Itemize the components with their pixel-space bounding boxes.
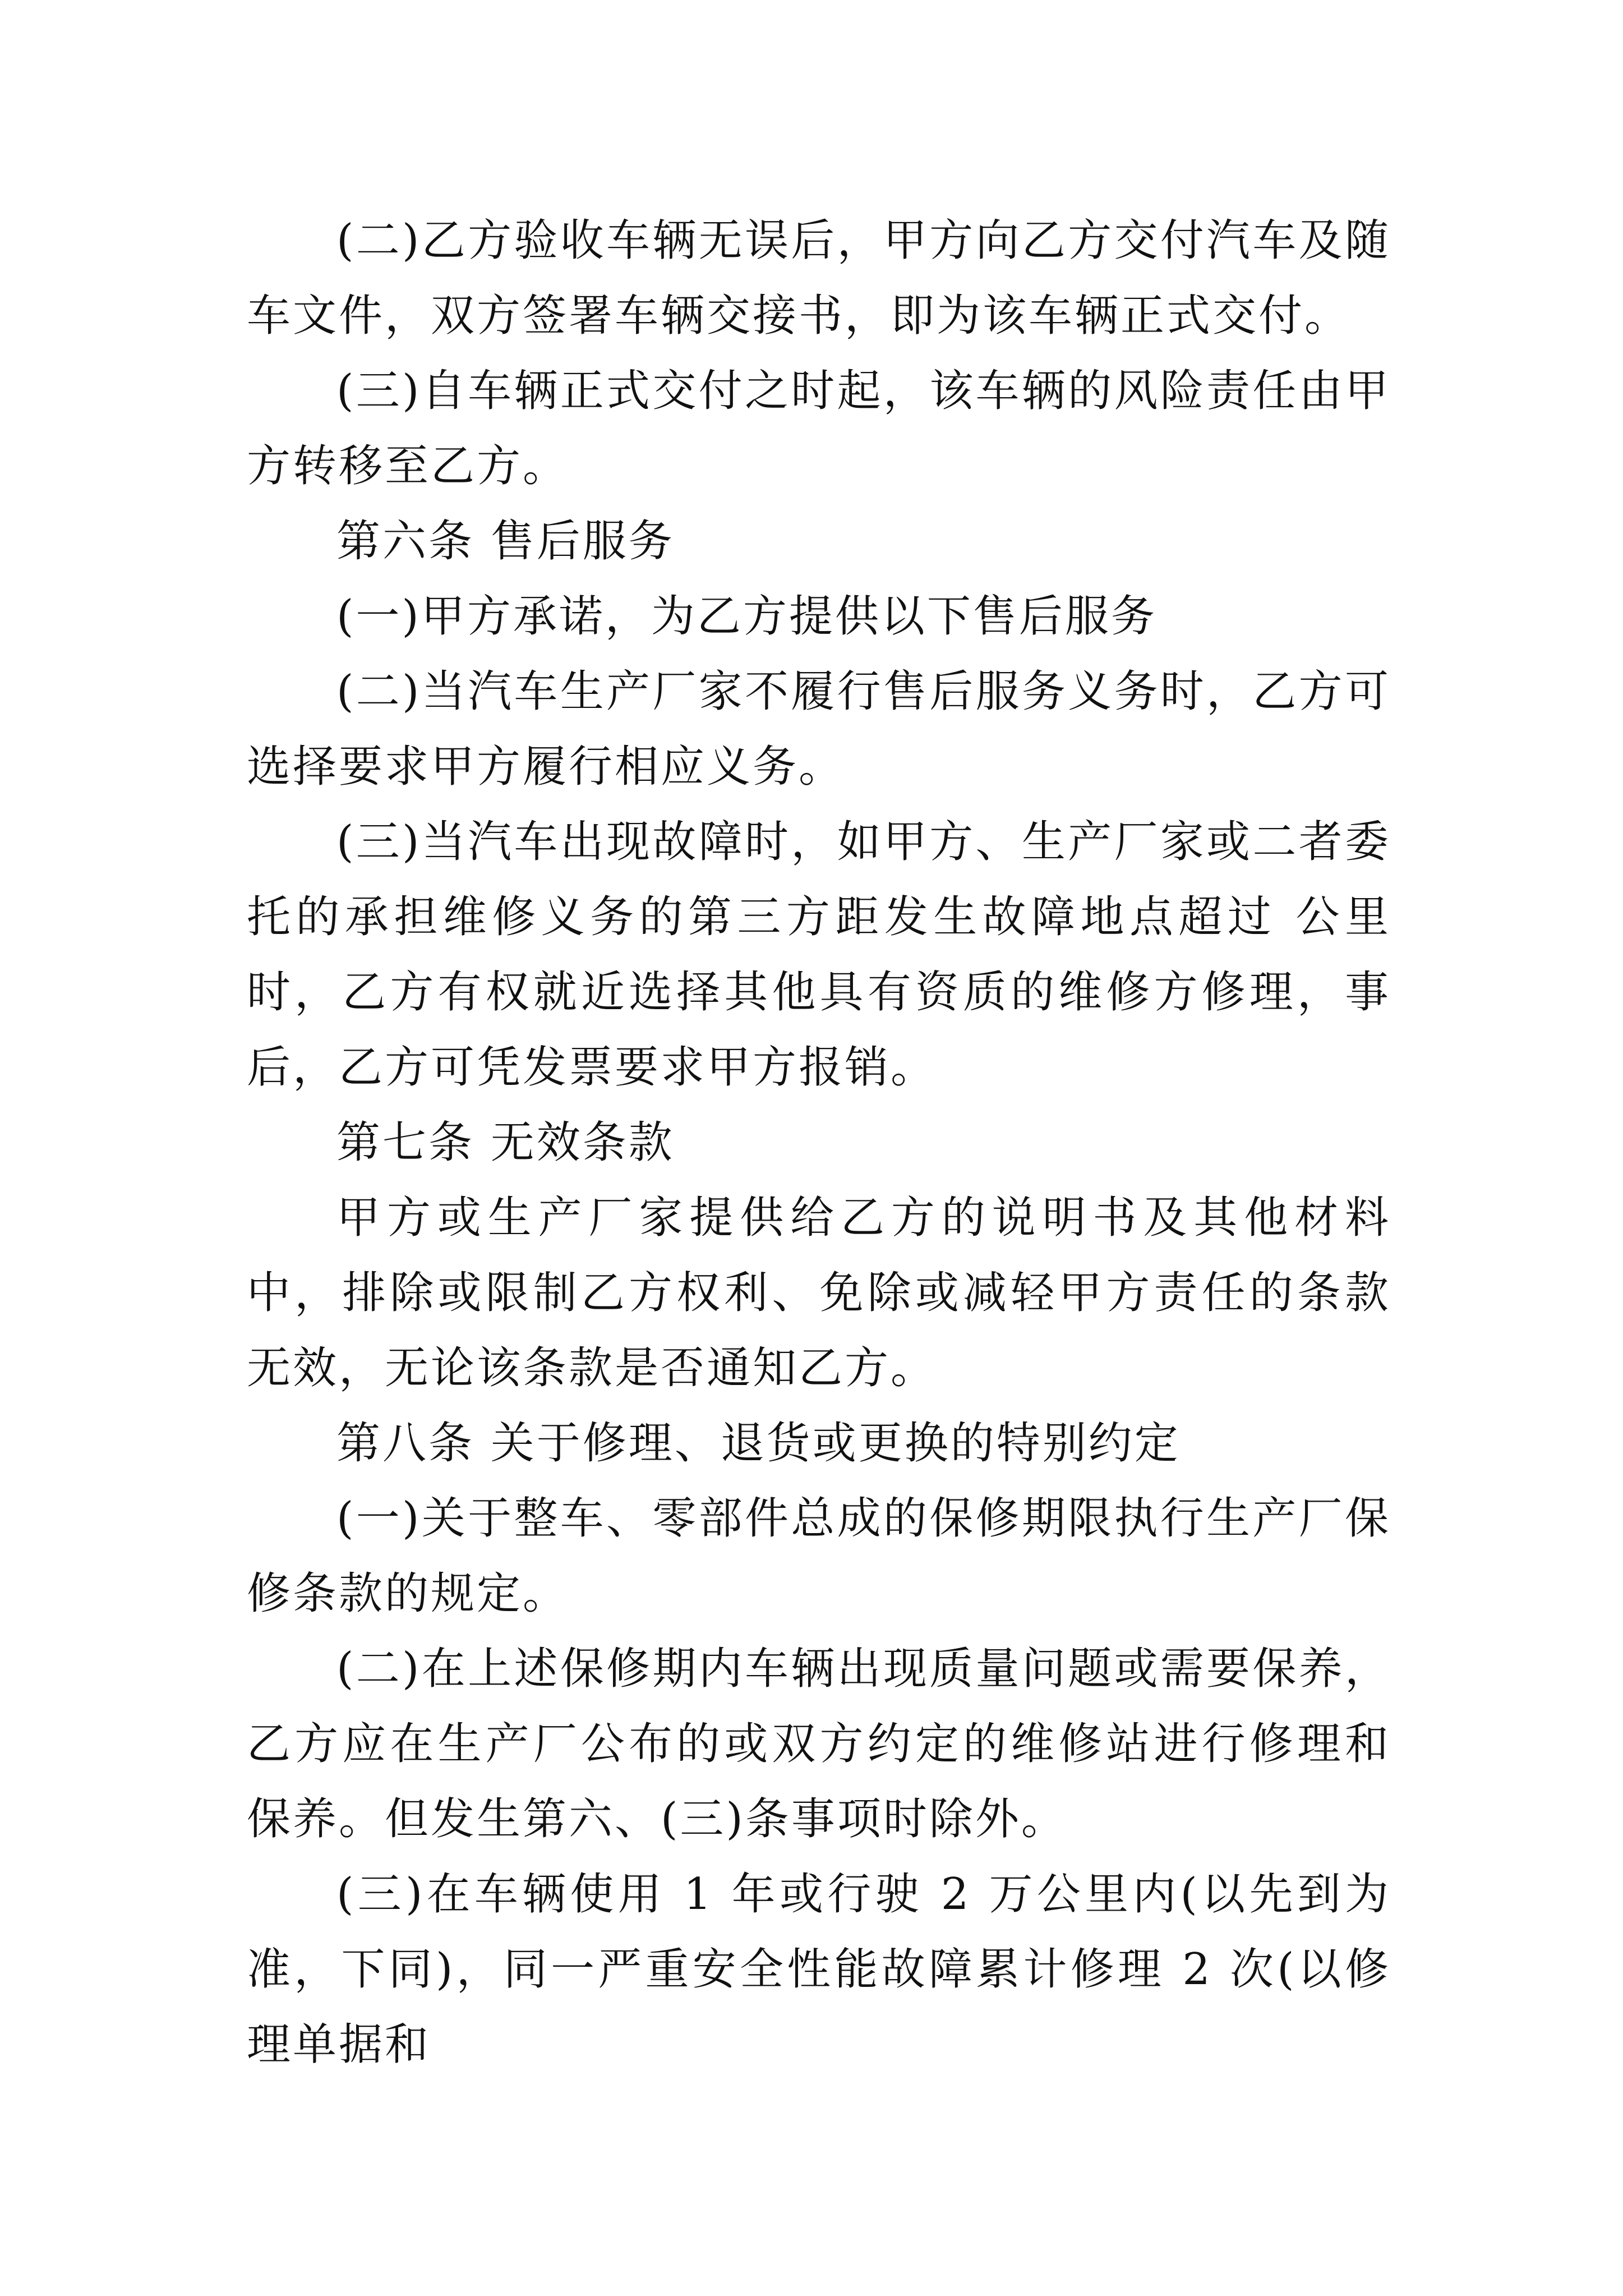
paragraph-breakdown-repair: (三)当汽车出现故障时，如甲方、生产厂家或二者委托的承担维修义务的第三方距发生故障地点超过 公里时，乙方有权就近选择其他具有资质的维修方修理，事后，乙方可凭发票要求甲方报销。	[247, 817, 1391, 1093]
document-body	[247, 203, 1391, 2082]
heading-article-8: 第八条 关于修理、退货或更换的特别约定	[336, 1418, 1181, 1469]
paragraph-warranty-period: (一)关于整车、零部件总成的保修期限执行生产厂保修条款的规定。	[247, 1493, 1391, 1619]
paragraph-warranty-repair: (二)在上述保修期内车辆出现质量问题或需要保养，乙方应在生产厂公布的或双方约定的维修站进行修理和保养。但发生第六、(三)条事项时除外。	[247, 1644, 1391, 1844]
paragraph-manufacturer-obligation: (二)当汽车生产厂家不履行售后服务义务时，乙方可选择要求甲方履行相应义务。	[247, 666, 1391, 792]
paragraph-risk-transfer: (三)自车辆正式交付之时起，该车辆的风险责任由甲方转移至乙方。	[247, 366, 1391, 491]
paragraph-invalid-clauses: 甲方或生产厂家提供给乙方的说明书及其他材料中，排除或限制乙方权利、免除或减轻甲方责任的条款无效，无论该条款是否通知乙方。	[247, 1193, 1391, 1393]
paragraph-after-sales-promise: (一)甲方承诺，为乙方提供以下售后服务	[336, 591, 1157, 642]
heading-article-7: 第七条 无效条款	[336, 1117, 675, 1168]
paragraph-delivery-acceptance: (二)乙方验收车辆无误后，甲方向乙方交付汽车及随车文件，双方签署车辆交接书，即为该车辆正式交付。	[247, 215, 1391, 341]
heading-article-6: 第六条 售后服务	[336, 516, 675, 567]
paragraph-serious-fault: (三)在车辆使用 1 年或行驶 2 万公里内(以先到为准，下同)，同一严重安全性能故障累计修理 2 次(以修理单据和	[247, 1869, 1391, 2070]
